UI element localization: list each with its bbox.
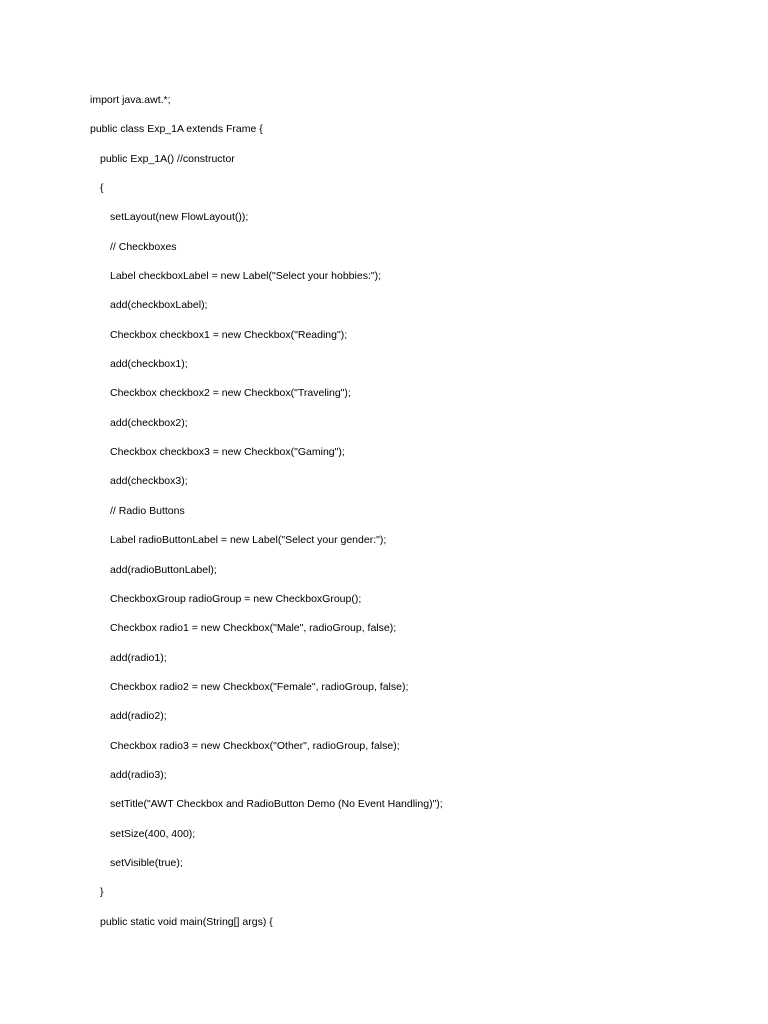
code-line: add(radioButtonLabel);: [110, 563, 217, 576]
code-listing: [90, 92, 730, 943]
code-line: import java.awt.*;: [90, 94, 171, 106]
code-line: setLayout(new FlowLayout());: [110, 211, 249, 224]
code-line: add(radio2);: [110, 710, 167, 723]
code-line: add(checkbox3);: [110, 475, 188, 488]
code-line: add(checkbox1);: [110, 358, 188, 371]
code-line: // Radio Buttons: [110, 504, 185, 517]
code-line: }: [100, 886, 104, 899]
code-line: add(radio1);: [110, 651, 167, 664]
code-line: Checkbox checkbox3 = new Checkbox("Gaming");: [110, 446, 345, 459]
code-line: {: [100, 182, 104, 195]
code-line: Checkbox radio2 = new Checkbox("Female", radioGroup, false);: [110, 680, 409, 693]
code-line: Checkbox checkbox2 = new Checkbox("Traveling");: [110, 387, 351, 400]
code-line: // Checkboxes: [110, 240, 177, 253]
code-line: setTitle("AWT Checkbox and RadioButton Demo (No Event Handling)");: [110, 798, 443, 811]
code-line: public class Exp_1A extends Frame {: [90, 123, 263, 136]
code-line: CheckboxGroup radioGroup = new CheckboxGroup();: [110, 592, 362, 605]
code-line: Checkbox radio1 = new Checkbox("Male", radioGroup, false);: [110, 622, 397, 635]
code-line: add(checkbox2);: [110, 416, 188, 429]
code-line: Checkbox radio3 = new Checkbox("Other", radioGroup, false);: [110, 739, 400, 752]
code-line: Label checkboxLabel = new Label("Select your hobbies:");: [110, 270, 382, 283]
code-line: add(checkboxLabel);: [110, 299, 208, 312]
code-line: Checkbox checkbox1 = new Checkbox("Reading");: [110, 328, 348, 341]
code-line: public static void main(String[] args) {: [100, 915, 273, 928]
code-line: setSize(400, 400);: [110, 827, 196, 840]
code-line: public Exp_1A() //constructor: [100, 152, 235, 165]
code-line: setVisible(true);: [110, 856, 183, 869]
code-line: Label radioButtonLabel = new Label("Select your gender:");: [110, 534, 387, 547]
code-line: add(radio3);: [110, 768, 167, 781]
